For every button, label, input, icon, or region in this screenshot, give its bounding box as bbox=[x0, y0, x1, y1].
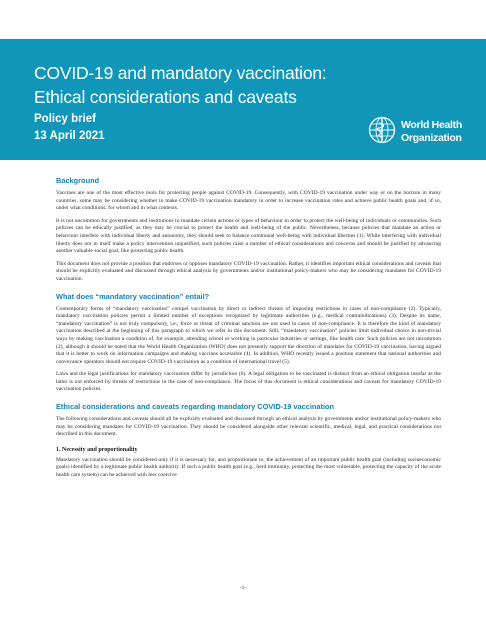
heading-background: Background bbox=[56, 176, 100, 185]
paragraph: Mandatory vaccination should be considered only if it is necessary for, and proportionate to, the achievement of an important public health goal (including socioeconomic goals) identified by a legitimate public health authority. If such a public health goal (e.g., herd immunity, protecting the most vulnerable, protecting the capacity of the acute health care system) can be achieved with less coercive bbox=[56, 456, 441, 479]
org-name-line2: Organization bbox=[401, 132, 462, 144]
subheading-necessity: 1. Necessity and proportionality bbox=[56, 446, 138, 453]
paragraph: This document does not provide a position that endorses or opposes mandatory COVID-19 vaccination. Rather, it identifies important ethical considerations and caveats that should be explicitly evaluated and discussed through ethical analysis by governments and/or institutional policy-makers who may be considering mandates for COVID-19 vaccination. bbox=[56, 260, 441, 282]
document-title-line1: COVID-19 and mandatory vaccination: bbox=[34, 63, 327, 83]
paragraph: It is not uncommon for governments and institutions to mandate certain actions or types of behaviour in order to protect the well-being of individuals or communities. Such policies can be ethically justified, as they may be crucial to protect the health and well-being of the public. Nevertheless, because policies that mandate an action or behaviour interfere with individual liberty and autonomy, they should seek to balance communal well-being with individual liberties (1). While interfering with individual liberty does not in itself make a policy intervention unjustified, such policies raise a number of ethical considerations and concerns and should be justified by advancing another valuable social goal, like protecting public health. bbox=[56, 217, 441, 255]
heading-mandatory-vaccination: What does “mandatory vaccination” entail? bbox=[56, 291, 210, 301]
who-emblem-icon bbox=[367, 115, 397, 145]
document-body bbox=[56, 176, 441, 485]
paragraph: Laws and the legal justifications for mandatory vaccination differ by jurisdiction (6). A legal obligation to be vaccinated is distinct from an ethical obligation insofar as the latter is not enforced by threats of restrictions in the case of non-compliance. The focus of this document is ethical considerations and caveats for mandatory COVID-19 vaccination policies. bbox=[56, 371, 441, 393]
paragraph: Vaccines are one of the most effective tools for protecting people against COVID-19. Consequently, with COVID-19 vaccination under way or on the horizon in many countries, some may be considering whether to make COVID-19 vaccination mandatory in order to increase vaccination rates and achieve public health goals and, if so, under what conditions, for whom and in what contexts. bbox=[56, 190, 441, 212]
paragraph: The following considerations and caveats should all be explicitly evaluated and discussed through an ethical analysis by governments and/or institutional policy-makers who may be considering mandates for COVID-19 vaccination. They should be considered alongside other relevant scientific, medical, legal, and practical considerations not described in this document. bbox=[56, 416, 441, 438]
page-number: -1- bbox=[239, 585, 247, 591]
heading-ethical-considerations: Ethical considerations and caveats regarding mandatory COVID-19 vaccination bbox=[56, 402, 335, 412]
document-title-line2: Ethical considerations and caveats bbox=[34, 87, 297, 107]
title-banner bbox=[0, 39, 486, 160]
who-logo bbox=[367, 115, 467, 149]
org-name-line1: World Health bbox=[401, 119, 462, 131]
paragraph: Contemporary forms of “mandatory vaccination” compel vaccination by direct or indirect threats of imposing restrictions in cases of non-compliance (2). Typically, mandatory vaccination policies permit a limited number of exceptions recognized by legitimate authorities (e.g., medical contraindications) (3). Despite its name, “mandatory vaccination” is not truly compulsory, i.e., force or threat of criminal sanction are not used in cases of non-compliance. It is therefore the kind of mandatory vaccination described at the beginning of this paragraph to which we refer in this document. Still, “mandatory vaccination” policies limit individual choice in non-trivial ways by making vaccination a condition of, for example, attending school or working in particular industries or settings, like health care. Such policies are not uncommon (2), although it should be noted that the World Health Organization (WHO) does not presently support the direction of mandates for COVID-19 vaccination, having argued that it is better to work on information campaigns and making vaccines accessible (4). In addition, WHO recently issued a position statement that national authorities and conveyance operators should not require COVID-19 vaccination as a condition of international travel (5). bbox=[56, 305, 441, 365]
publication-date: 13 April 2021 bbox=[34, 130, 105, 142]
document-type: Policy brief bbox=[34, 113, 96, 125]
